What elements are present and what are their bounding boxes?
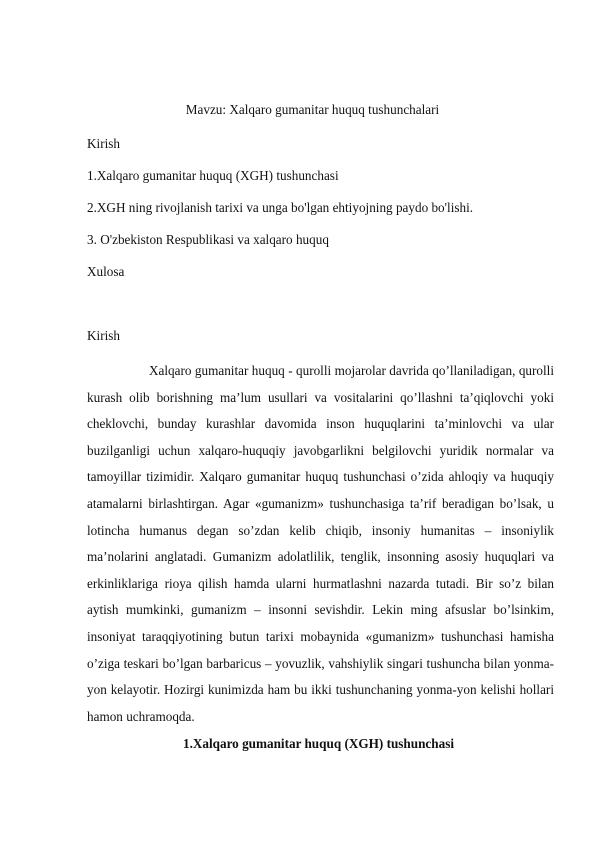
- intro-paragraph: Xalqaro gumanitar huquq - qurolli mojarolar davrida qo’llaniladigan, qurolli kurash olib borishning ma’lum usullari va vositalarini qo’llashni ta’qiqlovchi yoki cheklovchi, bunday kurashlar davomida inson huquqlarini ta’minlovchi va ular buzilganligi uchun xalqaro-huquqiy javobgarlikni belgilovchi yuridik normalar va tamoyillar tizimidir. Xalqaro gumanitar huquq tushunchasi o’zida ahloqiy va huquqiy atamalarni birlashtirgan. Agar «gumanizm» tushunchasiga ta’rif beradigan bo’lsak, u lotincha humanus degan so’zdan kelib chiqib, insoniy humanitas – insoniylik ma’nolarini anglatadi. Gumanizm adolatlilik, tenglik, insonning asosiy huquqlari va erkinliklariga rioya qilish hamda ularni hurmatlashni nazarda tutadi. Bir so’z bilan aytish mumkinki, gumanizm – insonni sevishdir. Lekin ming afsuslar bo’lsinkim, insoniyat taraqqiyotining butun tarixi mobaynida «gumanizm» tushunchasi hamisha o’ziga teskari bo’lgan barbaricus – yovuzlik, vahshiylik singari tushuncha bilan yonma-yon kelayotir. Hozirgi kunimizda ham bu ikki tushunchaning yonma-yon kelishi hollari hamon uchramoqda.: [87, 363, 554, 724]
- document-title: Mavzu: Xalqaro gumanitar huquq tushunchalari: [185, 102, 440, 117]
- toc-item-section-1: 1.Xalqaro gumanitar huquq (XGH) tushunchasi: [87, 168, 339, 183]
- section-heading: 1.Xalqaro gumanitar huquq (XGH) tushunchasi: [182, 736, 455, 751]
- toc-item-section-3: 3. O'zbekiston Respublikasi va xalqaro huquq: [87, 232, 329, 247]
- toc-item-intro: Kirish: [87, 136, 120, 151]
- toc-item-section-2: 2.XGH ning rivojlanish tarixi va unga bo'lgan ehtiyojning paydo bo'lishi.: [87, 200, 474, 215]
- toc-item-conclusion: Xulosa: [87, 264, 125, 279]
- intro-heading: Kirish: [87, 328, 120, 343]
